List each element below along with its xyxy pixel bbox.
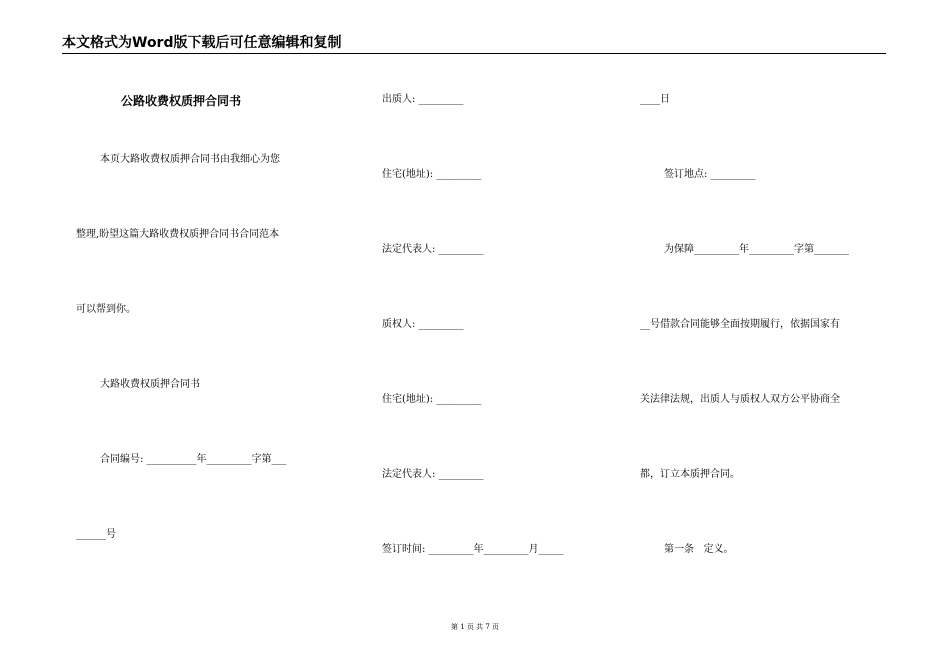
page-header <box>62 35 886 54</box>
intro-line-3: 可以帮到你。 <box>76 304 136 315</box>
contract-subtitle: 大路收费权质押合同书 <box>100 379 200 390</box>
signing-time-field: 签订时间: _________年_________月_____ <box>382 544 564 555</box>
preamble-line-1: __号借款合同能够全面按期履行，依据国家有 <box>640 319 840 330</box>
contract-number-continued: ______号 <box>76 529 116 540</box>
preamble-line-3: 都，订立本质押合同。 <box>640 469 740 480</box>
signing-day-field: ____日 <box>640 94 670 105</box>
document-title: 公路收费权质押合同书 <box>121 94 242 108</box>
pledgee-legal-rep-field: 法定代表人: _________ <box>382 469 484 480</box>
pledgee-address-field: 住宅(地址): _________ <box>382 394 482 405</box>
guarantee-clause: 为保障_________年_________字第_______ <box>664 244 849 255</box>
header-text: 本文格式为Word版下载后可任意编辑和复制 <box>62 35 342 51</box>
pledgee-field: 质权人: _________ <box>382 319 464 330</box>
preamble-line-2: 关法律法规，出质人与质权人双方公平协商全 <box>640 394 840 405</box>
pledgor-address-field: 住宅(地址): _________ <box>382 169 482 180</box>
pledgor-legal-rep-field: 法定代表人: _________ <box>382 244 484 255</box>
intro-line-1: 本页大路收费权质押合同书由我细心为您 <box>100 154 280 165</box>
page-number: 第 1 页 共 7 页 <box>450 623 500 631</box>
pledgor-field: 出质人: _________ <box>382 94 464 105</box>
intro-line-2: 整理,盼望这篇大路收费权质押合同书合同范本 <box>76 229 280 240</box>
article-1-heading: 第一条 定义。 <box>664 544 734 555</box>
contract-number: 合同编号: __________年_________字第___ <box>100 454 287 465</box>
signing-place-field: 签订地点: _________ <box>664 169 756 180</box>
